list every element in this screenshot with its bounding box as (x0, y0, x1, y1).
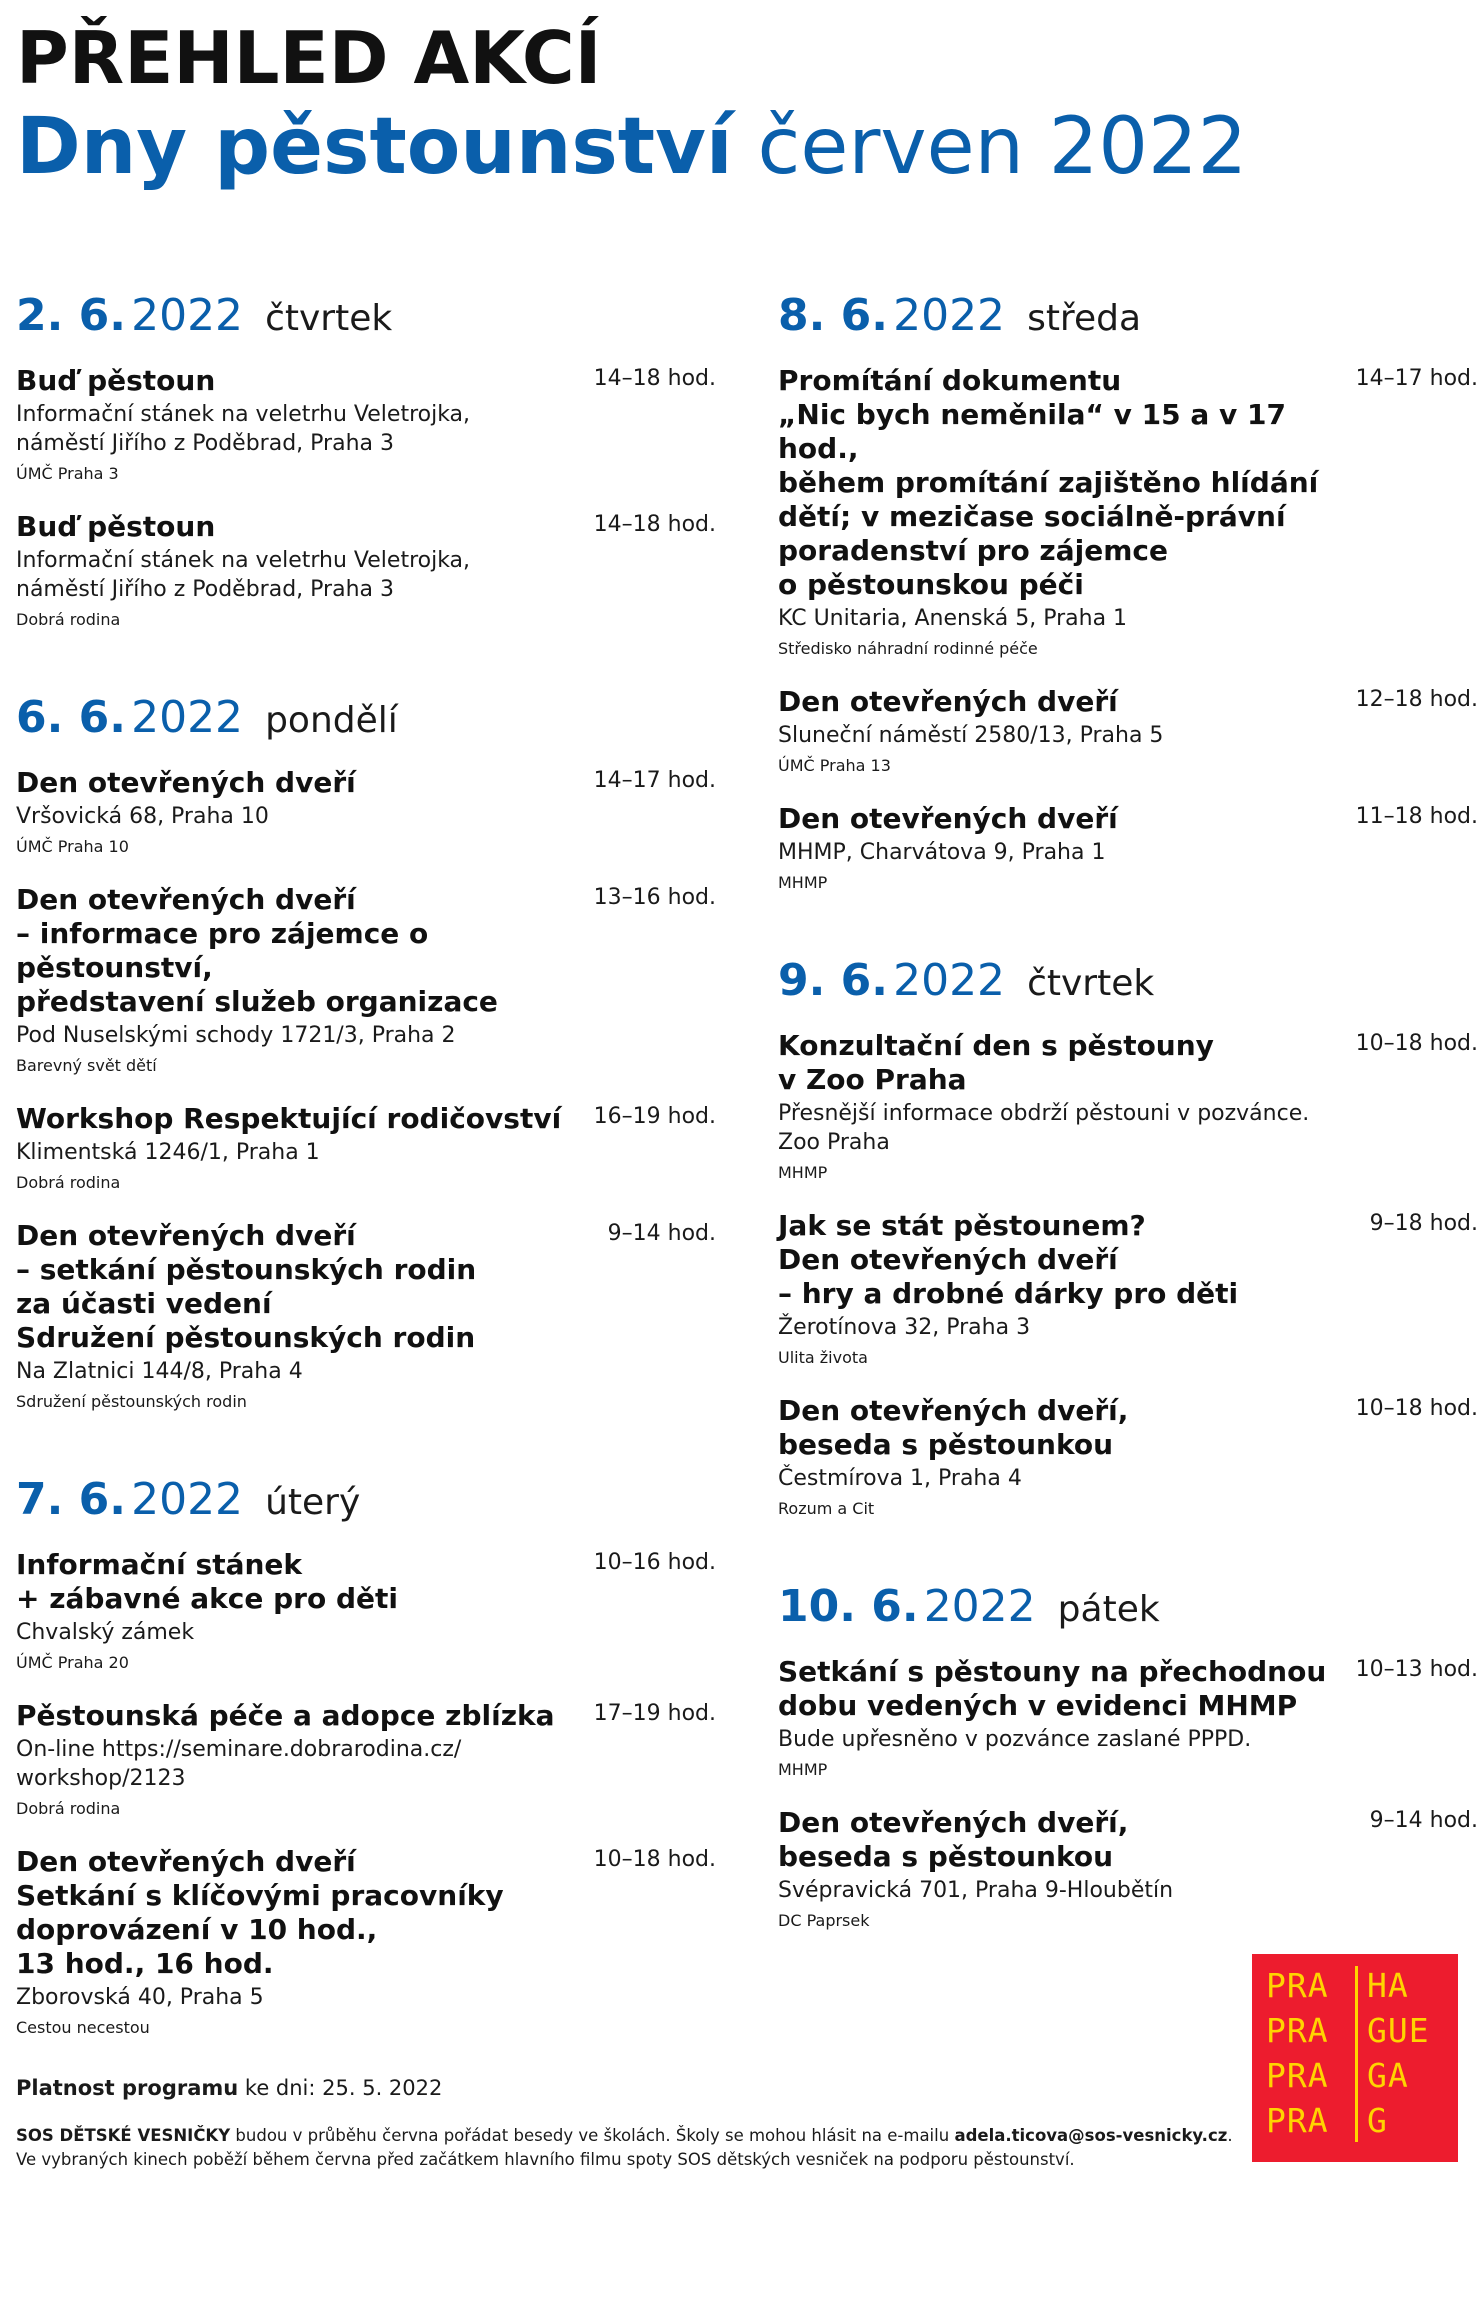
event-time: 14–17 hod. (1355, 366, 1478, 391)
event-time: 10–18 hod. (593, 1847, 716, 1872)
event-place: MHMP, Charvátova 9, Praha 1 (778, 840, 1106, 865)
logo-row (1266, 2101, 1388, 2140)
day-heading (778, 955, 1478, 1009)
event-organizer: Sdružení pěstounských rodin (16, 1392, 247, 1411)
event-item (16, 364, 716, 486)
event-title: Den otevřených dveří – informace pro zájemce o pěstounství, představení služeb organizace (16, 883, 498, 1018)
event-organizer: ÚMČ Praha 13 (778, 756, 891, 775)
validity-line (16, 2076, 442, 2100)
logo-right: GUE (1367, 2011, 1430, 2050)
event-place: Na Zlatnici 144/8, Praha 4 (16, 1359, 303, 1384)
day-heading (16, 1474, 716, 1528)
day-year: 2022 (893, 955, 1006, 1006)
day-heading (778, 1581, 1478, 1635)
event-time: 9–18 hod. (1369, 1211, 1478, 1236)
event-organizer: Rozum a Cit (778, 1499, 875, 1518)
event-time: 10–18 hod. (1355, 1031, 1478, 1056)
event-title: Den otevřených dveří (16, 766, 356, 799)
day-weekday: pátek (1057, 1589, 1160, 1630)
event-title: Konzultační den s pěstouny v Zoo Praha (778, 1029, 1214, 1096)
logo-row (1266, 2056, 1409, 2095)
event-title: Den otevřených dveří (778, 802, 1118, 835)
event-item (778, 1209, 1478, 1370)
logo-left: PRA (1266, 2056, 1329, 2095)
logo-left: PRA (1266, 1966, 1329, 2005)
logo-row (1266, 1966, 1409, 2005)
event-title: Setkání s pěstouny na přechodnou dobu vedených v evidenci MHMP (778, 1655, 1327, 1722)
event-item (16, 1699, 716, 1821)
event-item (16, 1219, 716, 1414)
day-date: 2. 6. (16, 290, 126, 341)
event-title: Den otevřených dveří – setkání pěstounských rodin za účasti vedení Sdružení pěstounských rodin (16, 1219, 477, 1354)
cinema-note: Ve vybraných kinech poběží během června před začátkem hlavního filmu spoty SOS dětských vesniček na podporu pěstounství. (16, 2150, 1075, 2169)
event-place: KC Unitaria, Anenská 5, Praha 1 (778, 606, 1128, 631)
event-title: Jak se stát pěstounem? Den otevřených dveří – hry a drobné dárky pro děti (778, 1209, 1239, 1310)
event-time: 11–18 hod. (1355, 804, 1478, 829)
event-item (778, 1394, 1478, 1521)
event-item (16, 510, 716, 632)
event-item (16, 1548, 716, 1675)
event-organizer: Středisko náhradní rodinné péče (778, 639, 1038, 658)
event-title: Informační stánek + zábavné akce pro děti (16, 1548, 398, 1615)
event-organizer: Dobrá rodina (16, 1173, 121, 1192)
day-year: 2022 (131, 290, 244, 341)
validity-label: Platnost programu (16, 2076, 239, 2100)
day-heading (16, 290, 716, 344)
day-date: 7. 6. (16, 1474, 126, 1525)
event-time: 10–18 hod. (1355, 1396, 1478, 1421)
event-place: Informační stánek na veletrhu Veletrojka, náměstí Jiřího z Poděbrad, Praha 3 (16, 402, 471, 456)
event-item (778, 1029, 1478, 1185)
day-year: 2022 (923, 1581, 1036, 1632)
page-title: PŘEHLED AKCÍ (16, 16, 602, 100)
event-title: Den otevřených dveří (778, 685, 1118, 718)
day-weekday: čtvrtek (1027, 963, 1155, 1004)
logo-left: PRA (1266, 2101, 1329, 2140)
logo-separator (1355, 1966, 1358, 2142)
event-time: 13–16 hod. (593, 885, 716, 910)
logo-right: G (1367, 2101, 1388, 2140)
sos-note (16, 2124, 1246, 2148)
day-heading (778, 290, 1478, 344)
event-place: Žerotínova 32, Praha 3 (778, 1315, 1031, 1340)
event-item (16, 766, 716, 859)
event-place: Zborovská 40, Praha 5 (16, 1985, 264, 2010)
logo-left: PRA (1266, 2011, 1329, 2050)
event-organizer: Barevný svět dětí (16, 1056, 157, 1075)
event-organizer: Dobrá rodina (16, 1799, 121, 1818)
day-year: 2022 (893, 290, 1006, 341)
day-weekday: čtvrtek (265, 298, 393, 339)
event-time: 16–19 hod. (593, 1104, 716, 1129)
validity-text: ke dni: 25. 5. 2022 (238, 2076, 443, 2100)
event-title: Buď pěstoun (16, 364, 216, 397)
day-year: 2022 (131, 692, 244, 743)
event-place: Čestmírova 1, Praha 4 (778, 1466, 1022, 1491)
event-title: Buď pěstoun (16, 510, 216, 543)
sos-end: . (1227, 2126, 1233, 2145)
logo-right: HA (1367, 1966, 1409, 2005)
event-item (778, 802, 1478, 895)
event-title: Den otevřených dveří, beseda s pěstounkou (778, 1394, 1129, 1461)
day-date: 9. 6. (778, 955, 888, 1006)
event-title: Workshop Respektující rodičovství (16, 1102, 562, 1135)
event-place: On-line https://seminare.dobrarodina.cz/ workshop/2123 (16, 1737, 462, 1791)
event-item (16, 883, 716, 1078)
praha-logo (1252, 1954, 1458, 2162)
day-date: 6. 6. (16, 692, 126, 743)
event-time: 12–18 hod. (1355, 687, 1478, 712)
event-item (16, 1102, 716, 1195)
day-weekday: úterý (265, 1482, 361, 1523)
event-organizer: MHMP (778, 1760, 828, 1779)
left-column (16, 290, 716, 2064)
event-title: Den otevřených dveří, beseda s pěstounkou (778, 1806, 1129, 1873)
day-date: 10. 6. (778, 1581, 919, 1632)
sos-text: budou v průběhu června pořádat besedy ve školách. Školy se mohou hlásit na e-mailu (230, 2126, 955, 2145)
event-title: Promítání dokumentu „Nic bych neměnila“ v 15 a v 17 hod., během promítání zajištěno hlídání dětí; v mezičase sociálně-právní poradenství pro zájemce o pěstounskou péči (778, 364, 1319, 601)
event-time: 9–14 hod. (607, 1221, 716, 1246)
event-organizer: Cestou necestou (16, 2018, 150, 2037)
event-place: Sluneční náměstí 2580/13, Praha 5 (778, 723, 1164, 748)
logo-row (1266, 2011, 1430, 2050)
event-time: 10–16 hod. (593, 1550, 716, 1575)
event-place: Klimentská 1246/1, Praha 1 (16, 1140, 320, 1165)
day-heading (16, 692, 716, 746)
event-organizer: MHMP (778, 873, 828, 892)
event-organizer: DC Paprsek (778, 1911, 870, 1930)
sos-email-link[interactable]: adela.ticova@sos-vesnicky.cz (954, 2126, 1228, 2145)
event-organizer: Ulita života (778, 1348, 868, 1367)
event-organizer: Dobrá rodina (16, 610, 121, 629)
event-item (16, 1845, 716, 2040)
day-weekday: středa (1027, 298, 1142, 339)
right-column (778, 290, 1478, 1957)
event-time: 9–14 hod. (1369, 1808, 1478, 1833)
event-place: Informační stánek na veletrhu Veletrojka, náměstí Jiřího z Poděbrad, Praha 3 (16, 548, 471, 602)
event-time: 14–18 hod. (593, 512, 716, 537)
event-time: 10–13 hod. (1355, 1657, 1478, 1682)
event-place: Chvalský zámek (16, 1620, 195, 1645)
event-place: Svépravická 701, Praha 9-Hloubětín (778, 1878, 1174, 1903)
day-year: 2022 (131, 1474, 244, 1525)
event-place: Pod Nuselskými schody 1721/3, Praha 2 (16, 1023, 456, 1048)
event-organizer: MHMP (778, 1163, 828, 1182)
event-time: 14–17 hod. (593, 768, 716, 793)
event-place: Přesnější informace obdrží pěstouni v pozvánce. Zoo Praha (778, 1101, 1310, 1155)
event-item (778, 364, 1478, 661)
event-item (778, 685, 1478, 778)
event-title: Den otevřených dveří Setkání s klíčovými pracovníky doprovázení v 10 hod., 13 hod., 16 hod. (16, 1845, 504, 1980)
logo-right: GA (1367, 2056, 1409, 2095)
event-item (778, 1806, 1478, 1933)
event-organizer: ÚMČ Praha 10 (16, 837, 129, 856)
event-title: Pěstounská péče a adopce zblízka (16, 1699, 555, 1732)
subtitle-rest: červen 2022 (732, 102, 1248, 192)
event-time: 17–19 hod. (593, 1701, 716, 1726)
event-item (778, 1655, 1478, 1782)
event-place: Bude upřesněno v pozvánce zaslané PPPD. (778, 1727, 1252, 1752)
event-organizer: ÚMČ Praha 20 (16, 1653, 129, 1672)
page-subtitle (16, 102, 1248, 192)
event-place: Vršovická 68, Praha 10 (16, 804, 269, 829)
day-weekday: pondělí (265, 700, 398, 741)
sos-name: SOS DĚTSKÉ VESNIČKY (16, 2126, 231, 2145)
event-organizer: ÚMČ Praha 3 (16, 464, 119, 483)
day-date: 8. 6. (778, 290, 888, 341)
event-time: 14–18 hod. (593, 366, 716, 391)
subtitle-bold: Dny pěstounství (16, 102, 733, 192)
